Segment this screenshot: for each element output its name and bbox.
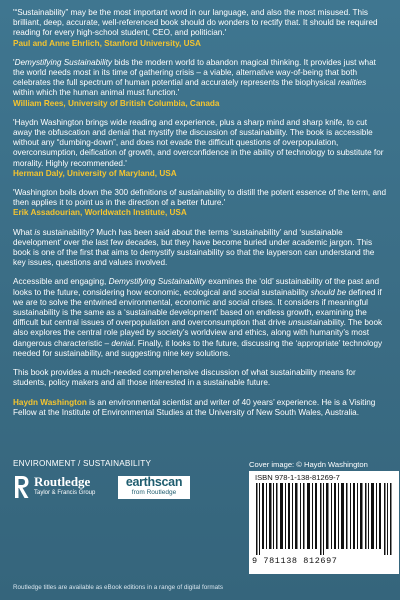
barcode-icon <box>256 483 392 555</box>
earthscan-logo <box>118 476 190 499</box>
isbn: ISBN 978-1-138-81269-7 <box>255 473 340 482</box>
ebook-note: Routledge titles are available as eBook editions in a range of digital formats <box>13 584 224 591</box>
author-bio: Haydn Washington is an environmental scientist and writer of 40 years’ experience. He is a Visiting Fellow at the Institute of Environmental Studies at the University of New South Wales, Australia. <box>13 397 376 417</box>
endorsement-3 <box>13 118 388 179</box>
publisher-group: Taylor & Francis Group <box>34 490 96 496</box>
cover-image-credit: Cover image: © Haydn Washington <box>249 460 368 469</box>
endorsement-text: 'Washington boils down the 300 definitions of sustainability to distill the potent essence of the term, and then applies it to point us in the direction of a better future.' <box>13 188 387 208</box>
publisher-name: Routledge <box>34 474 91 489</box>
imprint-name: earthscan <box>125 475 183 489</box>
endorsement-1 <box>13 8 388 49</box>
endorsement-4 <box>13 188 388 219</box>
routledge-logo <box>13 475 95 499</box>
endorsement-attribution: Erik Assadourian, Worldwatch Institute, USA <box>13 208 187 218</box>
endorsement-text: '“Sustainability” may be the most important word in our language, and also the most misused. This brilliant, deep, accurate, well-referenced book should do wonders to rectify that. It should be required reading for every high-school student, CEO, and politician.' <box>13 8 378 38</box>
endorsement-2 <box>13 58 388 109</box>
cover-text <box>13 8 388 426</box>
endorsement-text: 'Haydn Washington brings wide reading and experience, plus a sharp mind and sharp knife, to cut away the obfuscation and denial that mystify the discussion of sustainability. The book is accessible without any “dumbing-down”, and does not evade the difficult questions of overpopulation, overconsumption, deification of growth, and overconfidence in the ability of technology to substitute for morality. Highly recommended.' <box>13 117 384 168</box>
description-paragraph-1: What is sustainability? Much has been said about the terms ‘sustainability’ and ‘sustainable development’ over the last few decades, but they have become buried under academic jargon. This book is one of the first that aims to demystify sustainability so that the layperson can understand the key issues, questions and values involved. <box>13 227 375 268</box>
subject-category: ENVIRONMENT / SUSTAINABILITY <box>13 459 152 468</box>
endorsement-attribution: Herman Daly, University of Maryland, USA <box>13 168 177 178</box>
endorsement-text: 'Demystifying Sustainability bids the modern world to abandon magical thinking. It provides just what the world needs most in its time of gathering crisis – a viable, alternative way-of-being that both celebrates the full spectrum of human potential and accurately represents the biophysical realities within which the human animal must function.' <box>13 57 376 98</box>
description-paragraph-2: Accessible and engaging, Demystifying Sustainability examines the ‘old’ sustainability of the past and looks to the future, considering how economic, ecological and social sustainability should be defined if we are to solve the entwined environmental, economic and social crises. It considers if meaningful sustainability is the same as a ‘sustainable development’ based on endless growth, examining the difficult but central issues of overpopulation and overconsumption that drive unsustainability. The book also explores the central role played by society’s worldview and ethics, along with humanity’s most dangerous characteristic – denial. Finally, it looks to the future, discussing the ‘appropriate’ technology needed for sustainability, and suggesting nine key solutions. <box>13 277 383 358</box>
endorsement-attribution: William Rees, University of British Columbia, Canada <box>13 98 220 108</box>
routledge-r-icon <box>13 475 30 499</box>
imprint-sub: from Routledge <box>131 489 177 496</box>
description-paragraph-3: This book provides a much-needed comprehensive discussion of what sustainability means for students, policy makers and all those interested in a sustainable future. <box>13 368 356 388</box>
barcode-number: 9 781138 812697 <box>252 556 338 566</box>
author-name: Haydn Washington <box>13 397 87 407</box>
barcode-panel <box>249 471 399 574</box>
endorsement-attribution: Paul and Anne Ehrlich, Stanford University, USA <box>13 38 201 48</box>
